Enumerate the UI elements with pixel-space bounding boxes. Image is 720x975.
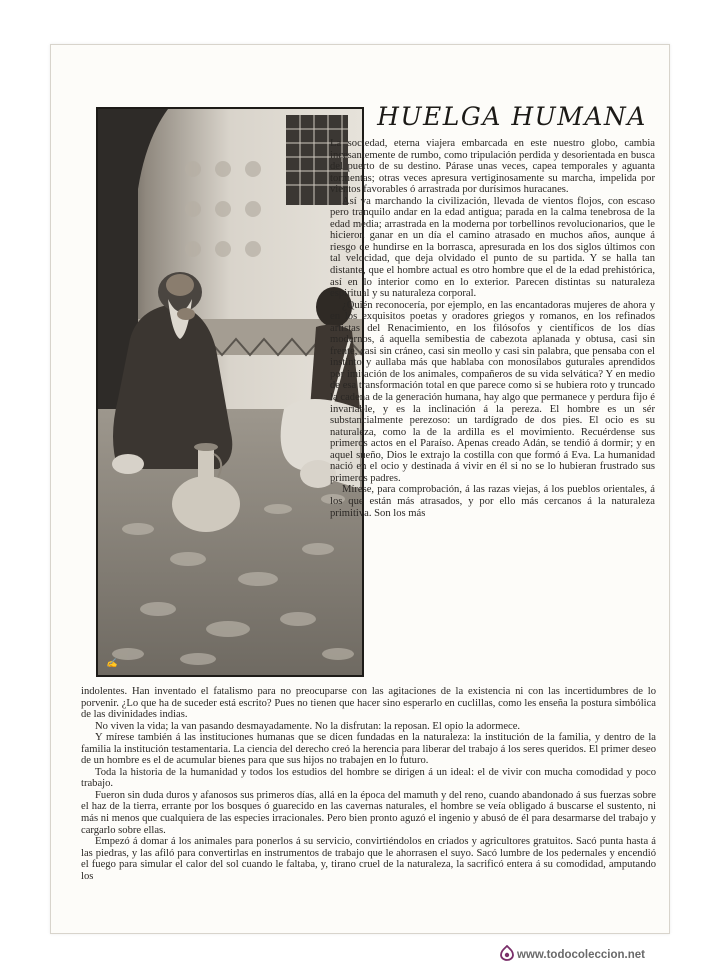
paragraph-7 [81,732,656,767]
watermark[interactable] [499,945,709,963]
paragraph-10 [81,836,656,882]
paragraph-8-text: Toda la historia de la humanidad y todos los estudios del hombre se dirigen á un ideal: el de vivir con mucha comodidad y poco trabajo. [81,766,656,790]
paragraph-5-text: indolentes. Han inventado el fatalismo para no preocuparse con las agitaciones de la existencia ni con las incertidumbres de lo porvenir. ¿Lo que ha de suceder está escrito? Pues no tienen que hacer sino esperarlo en cuclillas, como les enseña la postura simbólica de las divinidades indias. [81,686,656,721]
paragraph-9 [81,790,656,836]
paragraph-6-text: No viven la vida; la van pasando desmayadamente. No la disfrutan: la reposan. El opio la adormece. [95,720,521,732]
svg-text:✍: ✍ [106,659,118,669]
bottom-text-block [81,686,656,882]
paragraph-10-text: Empezó á domar á los animales para ponerlos á su servicio, convirtiéndolos en criados y agricultores gratuitos. Sacó punta hasta á las piedras, y las afiló para convertirlas en instrumentos de trabajo que le ahorrasen el suyo. Sacó lumbre de los pedernales y encendió el fuego para simular el calor del sol cuando le faltaba, y, tirano cruel de la naturaleza, la sacrificó entera á su comodidad, amputando los [81,836,656,882]
paragraph-9-text: Fueron sin duda duros y afanosos sus primeros días, allá en la época del mamuth y del reno, cuando abandonado á sus fuerzas sobre el haz de la tierra, errante por los bosques ó guarecido en las cavernas naturales, el hombre se veía obligado á buscarse el sustento, ni más ni menos que cualquiera de las especies irracionales. Pero bien pronto aguzó el ingenio y abusó de él para desarmarse del trabajo y cargarlo sobre ellas. [81,789,656,836]
paragraph-1 [330,138,655,196]
paragraph-3 [330,300,655,485]
illustration-two-seated-men [96,107,364,677]
paragraph-2-text: Así va marchando la civilización, llevada de vientos flojos, con escaso pero tranquilo andar en la edad antigua; parada en la calma tenebrosa de la edad media; arrastrada en la moderna por torbellinos revolucionarios, que le hicieron ganar en un día el camino atrasado en muchos años, aunque á riesgo de hundirse en la borrasca, apresurada en los dos siglos últimos con tal velocidad, que deja olvidado el punto de su partida. Y se halla tan distante, que el hombre actual es otro hombre que el de la edad prehistórica, así en lo interior como en lo exterior. Parecen distintas su naturaleza espiritual y su naturaleza corporal. [330,195,655,300]
paragraph-4-text: Mírese, para comprobación, á las razas viejas, á los pueblos orientales, á los que están más atrasados, y por ello más cercanos á la naturaleza primitiva. Son los más [330,484,655,519]
paragraph-4 [330,484,655,519]
paragraph-3-text: ¿Quién reconocería, por ejemplo, en las encantadoras mujeres de ahora y en los exquisitos poetas y oradores griegos y romanos, en los refinados artistas del Renacimiento, en los filósofos y científicos de los días modernos, á aquella semibestia de cabezota aplanada y obtusa, casi sin frente, casi sin cráneo, casi sin meollo y casi sin palabra, que pensaba con el instinto y aullaba más que hablaba con monosílabos guturales aprendidos por imitación de los animales, compañeros de su vida selvática? Y en medio de esa transformación total en que parece como si se hubiera roto y truncado la cadena de la generación humana, hay algo que permanece y perdura fijo é invariable, y es la inclinación á la pereza. El hombre es un sér substancialmente perezoso: un tardígrado de dos pies. El ocio es su naturaleza, como la de la ardilla es el movimiento. Recuérdense sus primeros actos en el Paraíso. Apenas creado Adán, se tendió á dormir; y en aquel sueño, Dios le extrajo la costilla con que formó á Eva. La humanidad nació en el ocio y destinada á vivir en él si no se lo hubieran frustrado sus primeros padres. [330,299,655,484]
page-sheet [50,44,670,934]
todocoleccion-logo-icon [499,945,515,961]
watermark-text: www.todocoleccion.net [517,949,645,961]
right-column-text [330,138,655,519]
paragraph-8 [81,767,656,790]
article-title: HUELGA HUMANA [377,102,647,131]
paragraph-2 [330,196,655,300]
paragraph-1-text: La sociedad, eterna viajera embarcada en este nuestro globo, cambia incesantemente de rumbo, como tripulación perdida y desorientada en busca del puerto de su destino. Párase unas veces, capea temporales y aguanta tormentas; otras veces apresura vertiginosamente su marcha, impelida por vientos favorables ó arrastrada por durísimos huracanes. [330,138,655,196]
paragraph-6 [81,721,656,733]
paragraph-7-text: Y mírese también á las instituciones humanas que se dicen fundadas en la naturaleza: la institución de la familia, y dentro de la familia la institución testamentaria. La ciencia del derecho creó la herencia para liberar del trabajo á los seres queridos. El primer deseo de un hombre es el de acumular bienes para que sus hijos no trabajen en lo futuro. [81,732,656,767]
paragraph-5 [81,686,656,721]
